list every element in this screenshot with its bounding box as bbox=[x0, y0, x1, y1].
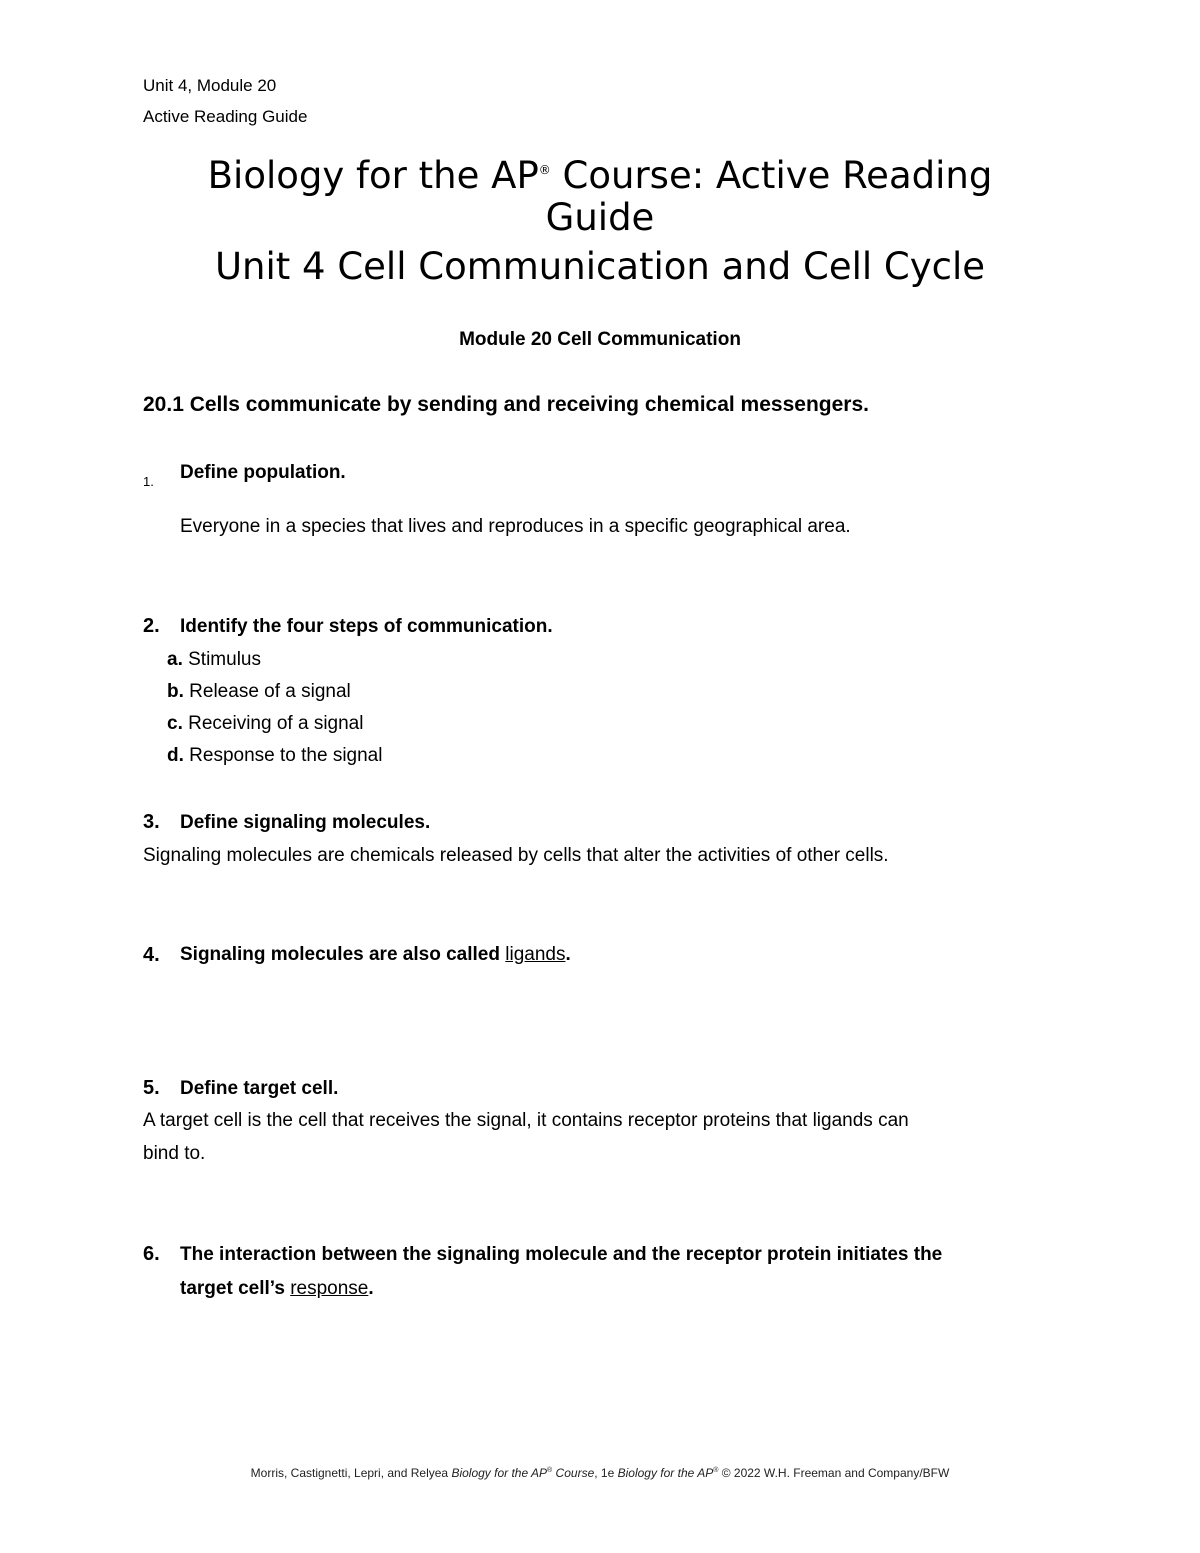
document-title bbox=[0, 146, 1200, 200]
question-3-prompt: Define signaling molecules. bbox=[180, 812, 431, 833]
question-4-prompt: Signaling molecules are also called ligands. bbox=[180, 944, 571, 965]
question-2-list bbox=[167, 644, 382, 772]
question-2-prompt: Identify the four steps of communication. bbox=[180, 616, 553, 637]
section-title: 20.1 Cells communicate by sending and receiving chemical messengers. bbox=[143, 393, 869, 416]
question-1-prompt: Define population. bbox=[180, 462, 346, 483]
list-item: a. Stimulus bbox=[167, 649, 261, 670]
question-6-blank-answer: response bbox=[290, 1278, 369, 1299]
guide-type-label: Active Reading Guide bbox=[143, 107, 308, 126]
question-4-number: 4. bbox=[143, 944, 160, 966]
question-6-number: 6. bbox=[143, 1243, 160, 1265]
list-item: b. Release of a signal bbox=[167, 681, 351, 702]
question-3-answer: Signaling molecules are chemicals released by cells that alter the activities of other cells. bbox=[143, 845, 889, 866]
question-2-number: 2. bbox=[143, 615, 160, 637]
unit-title: Unit 4 Cell Communication and Cell Cycle bbox=[214, 245, 986, 288]
unit-module-label: Unit 4, Module 20 bbox=[143, 76, 277, 95]
module-title: Module 20 Cell Communication bbox=[459, 329, 741, 350]
question-5-answer-line2: bind to. bbox=[143, 1143, 206, 1164]
document-title-line2: Guide bbox=[545, 196, 655, 239]
question-4-blank-answer: ligands bbox=[505, 944, 566, 965]
question-6-prompt-line2: target cell’s response. bbox=[180, 1278, 374, 1299]
title-part1: Biology for the AP bbox=[207, 154, 539, 197]
question-1-answer: Everyone in a species that lives and reproduces in a specific geographical area. bbox=[180, 516, 851, 537]
title-part2: Course: Active Reading bbox=[550, 154, 993, 197]
question-1-number: 1. bbox=[143, 474, 154, 489]
question-5-number: 5. bbox=[143, 1077, 160, 1099]
question-5-answer-line1: A target cell is the cell that receives the signal, it contains receptor proteins that ligands can bbox=[143, 1110, 909, 1131]
question-5-prompt: Define target cell. bbox=[180, 1078, 339, 1099]
question-6-prompt-line1: The interaction between the signaling molecule and the receptor protein initiates the bbox=[180, 1244, 943, 1265]
list-item: c. Receiving of a signal bbox=[167, 713, 364, 734]
footer-citation: Morris, Castignetti, Lepri, and Relyea Biology for the AP® Course, 1e Biology for the AP® © 2022 W.H. Freeman and Company/BFW bbox=[250, 1466, 950, 1480]
question-3-number: 3. bbox=[143, 811, 160, 833]
list-item: d. Response to the signal bbox=[167, 745, 383, 766]
registered-mark: ® bbox=[538, 163, 551, 177]
